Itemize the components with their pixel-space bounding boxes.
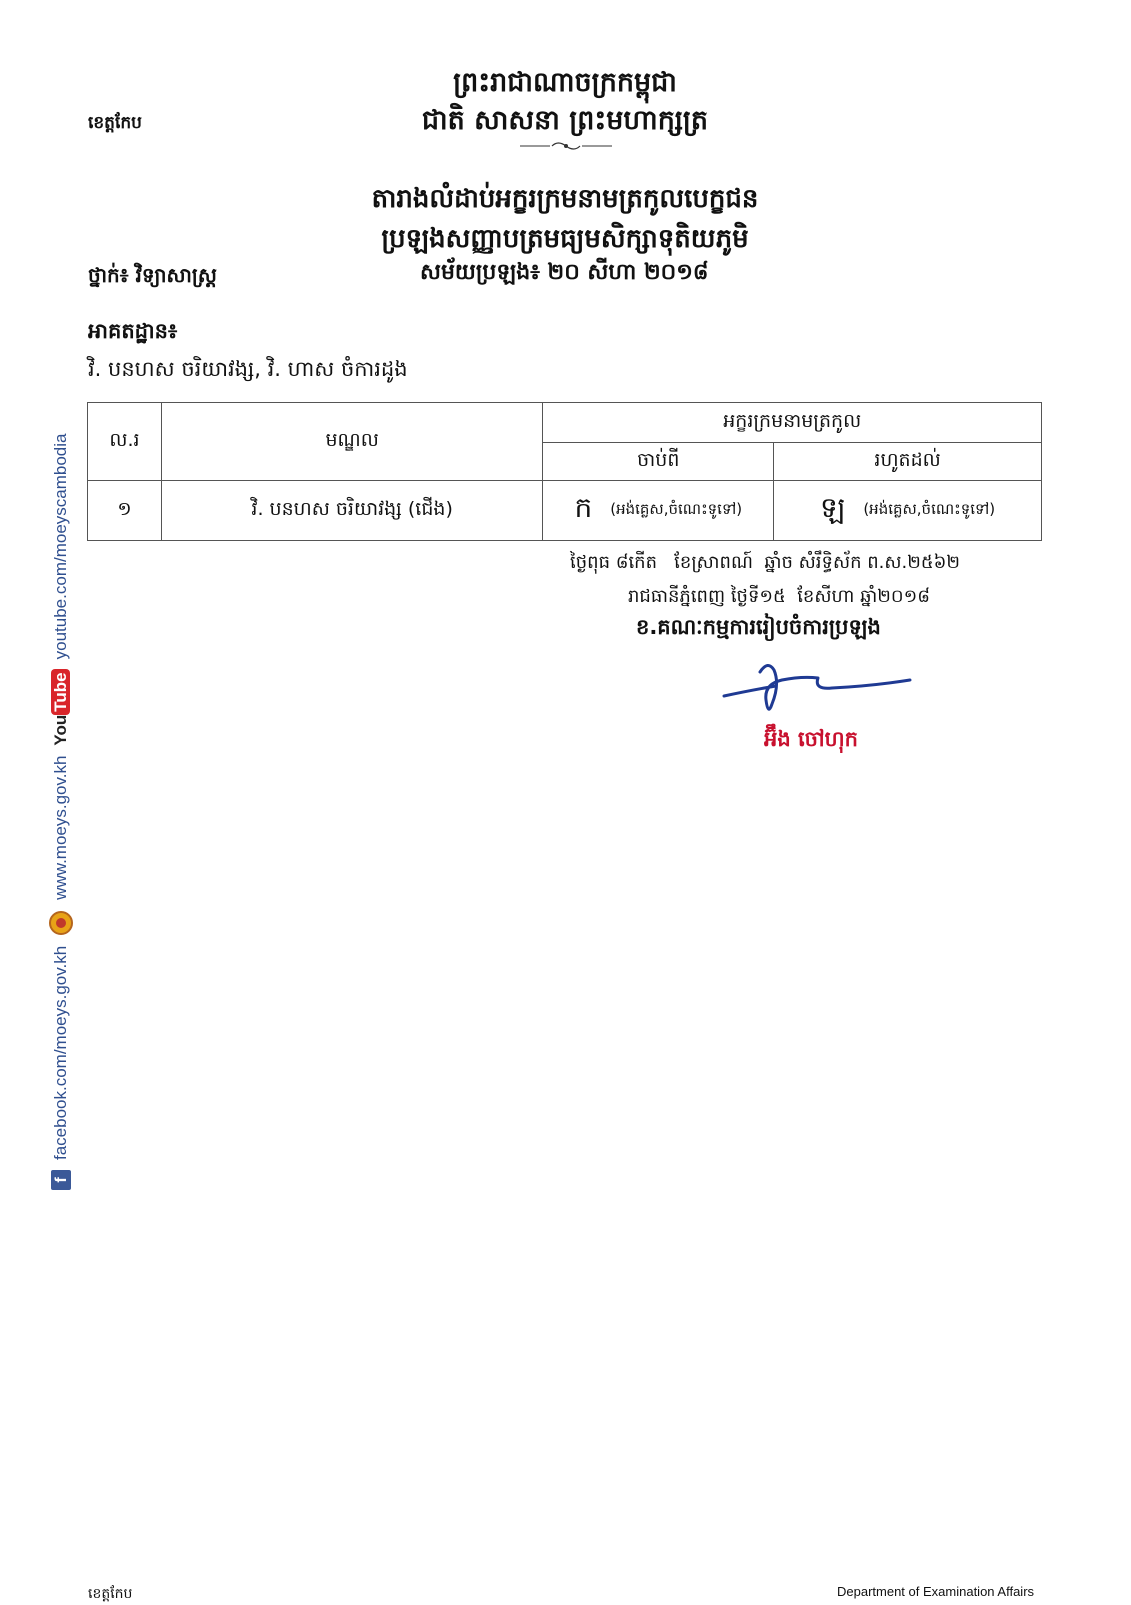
grade-label: ថ្នាក់៖ វិទ្យាសាស្ត្រ bbox=[88, 263, 217, 287]
header-alphabet-range: អក្ខរក្រមនាមត្រកូល bbox=[543, 403, 1042, 443]
footer-province: ខេត្តកែប bbox=[88, 1586, 133, 1602]
youtube-link[interactable]: youtube.com/moeyscambodia bbox=[51, 433, 70, 660]
row-to bbox=[774, 481, 1042, 541]
ministry-emblem-icon bbox=[48, 910, 74, 936]
kingdom-heading: ព្រះរាជាណាចក្រកម្ពុជា bbox=[453, 67, 677, 98]
document-title: តារាងលំដាប់អក្ខរក្រមនាមត្រកូលបេក្ខជន bbox=[371, 184, 759, 214]
schools-list: វិ. បនហស ចរិយាវង្ស, វិ. ហាស ចំការដូង bbox=[88, 357, 408, 381]
session-date: សម័យប្រឡង៖ ២០ សីហា ២០១៨ bbox=[420, 260, 709, 285]
facebook-link[interactable]: facebook.com/moeys.gov.kh bbox=[51, 945, 70, 1160]
schools-heading: អាគតដ្ឋាន៖ bbox=[88, 319, 178, 343]
signature-image bbox=[722, 660, 932, 720]
solar-date: រាជធានីភ្នំពេញ ថ្ងៃទី១៥ ខែសីហា ឆ្នាំ២០១៨ bbox=[628, 586, 930, 607]
youtube-icon: YouTube bbox=[51, 669, 71, 745]
website-link[interactable]: www.moeys.gov.kh bbox=[51, 755, 70, 900]
footer-department: Department of Examination Affairs bbox=[837, 1584, 1035, 1599]
header-center: មណ្ឌល bbox=[161, 403, 542, 481]
motto-heading: ជាតិ សាសនា ព្រះមហាក្សត្រ bbox=[421, 105, 709, 136]
to-letter: ឡ bbox=[820, 491, 846, 524]
ministry-sidebar bbox=[40, 410, 82, 1190]
table-row bbox=[88, 481, 1042, 541]
row-number: ១ bbox=[88, 481, 162, 541]
ornament-divider bbox=[520, 140, 612, 152]
document-subtitle: ប្រឡងសញ្ញាបត្រមធ្យមសិក្សាទុតិយភូមិ bbox=[381, 224, 749, 254]
allocation-table bbox=[87, 402, 1042, 541]
to-note: (អង់គ្លេស,ចំណេះទូទៅ) bbox=[863, 499, 996, 518]
row-from bbox=[543, 481, 774, 541]
lunar-date: ថ្ងៃពុធ ៨កើត ខែស្រាពណ៍ ឆ្នាំច សំរឹទ្ធិស័ក ព.ស.២៥៦២ bbox=[570, 552, 960, 573]
from-note: (អង់គ្លេស,ចំណេះទូទៅ) bbox=[610, 499, 743, 518]
committee-title: ខ.គណៈកម្មការរៀបចំការប្រឡង bbox=[636, 615, 881, 639]
header-number: ល.រ bbox=[88, 403, 162, 481]
facebook-icon: f bbox=[51, 1170, 71, 1190]
header-from: ចាប់ពី bbox=[543, 443, 774, 481]
row-center-name: វិ. បនហស ចរិយាវង្ស (ជើង) bbox=[161, 481, 542, 541]
header-to: រហូតដល់ bbox=[774, 443, 1042, 481]
from-letter: ក bbox=[574, 491, 593, 524]
signer-name: អ៊ឹង ចៅហុក bbox=[764, 727, 858, 751]
province-label: ខេត្តកែប bbox=[88, 113, 142, 133]
